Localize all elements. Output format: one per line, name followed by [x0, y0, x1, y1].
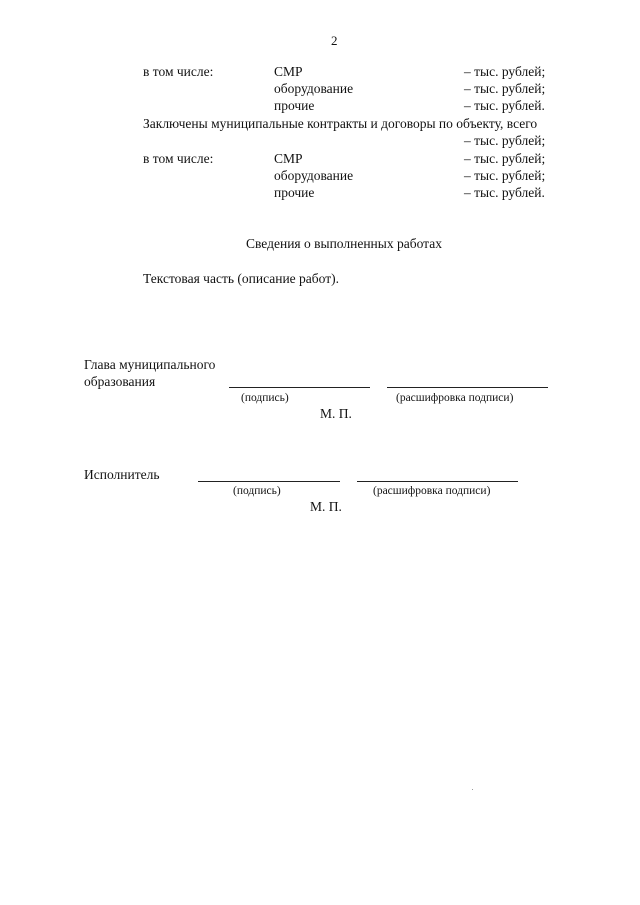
item-unit: – тыс. рублей. — [464, 185, 545, 200]
item-name-equipment: оборудование — [274, 168, 354, 183]
contracts-total-unit: – тыс. рублей; — [464, 133, 546, 148]
item-name-smr: СМР — [274, 64, 303, 79]
item-unit: – тыс. рублей; — [464, 151, 546, 166]
head-decode-caption: (расшифровка подписи) — [396, 392, 514, 404]
head-title-line1: Глава муниципального — [84, 357, 216, 372]
executor-decode-caption: (расшифровка подписи) — [373, 485, 491, 497]
executor-stamp-mark: М. П. — [310, 499, 342, 514]
item-name-smr: СМР — [274, 151, 303, 166]
head-decode-line — [387, 387, 548, 388]
item-unit: – тыс. рублей. — [464, 98, 545, 113]
head-stamp-mark: М. П. — [320, 406, 352, 421]
scan-speck — [472, 789, 473, 790]
head-signature-caption: (подпись) — [241, 392, 289, 404]
including-label: в том числе: — [143, 64, 214, 79]
item-unit: – тыс. рублей; — [464, 81, 546, 96]
page-number: 2 — [331, 33, 338, 48]
item-unit: – тыс. рублей; — [464, 168, 546, 183]
item-name-equipment: оборудование — [274, 81, 354, 96]
item-unit: – тыс. рублей; — [464, 64, 546, 79]
item-name-other: прочие — [274, 185, 315, 200]
executor-title: Исполнитель — [84, 467, 160, 482]
executor-signature-caption: (подпись) — [233, 485, 281, 497]
contracts-text: Заключены муниципальные контракты и договоры по объекту, всего — [143, 116, 538, 131]
executor-decode-line — [357, 481, 518, 482]
head-title-line2: образования — [84, 374, 156, 389]
executor-signature-line — [198, 481, 340, 482]
section-heading: Сведения о выполненных работах — [246, 236, 442, 251]
body-text: Текстовая часть (описание работ). — [143, 271, 340, 286]
item-name-other: прочие — [274, 98, 315, 113]
including-label: в том числе: — [143, 151, 214, 166]
head-signature-line — [229, 387, 370, 388]
